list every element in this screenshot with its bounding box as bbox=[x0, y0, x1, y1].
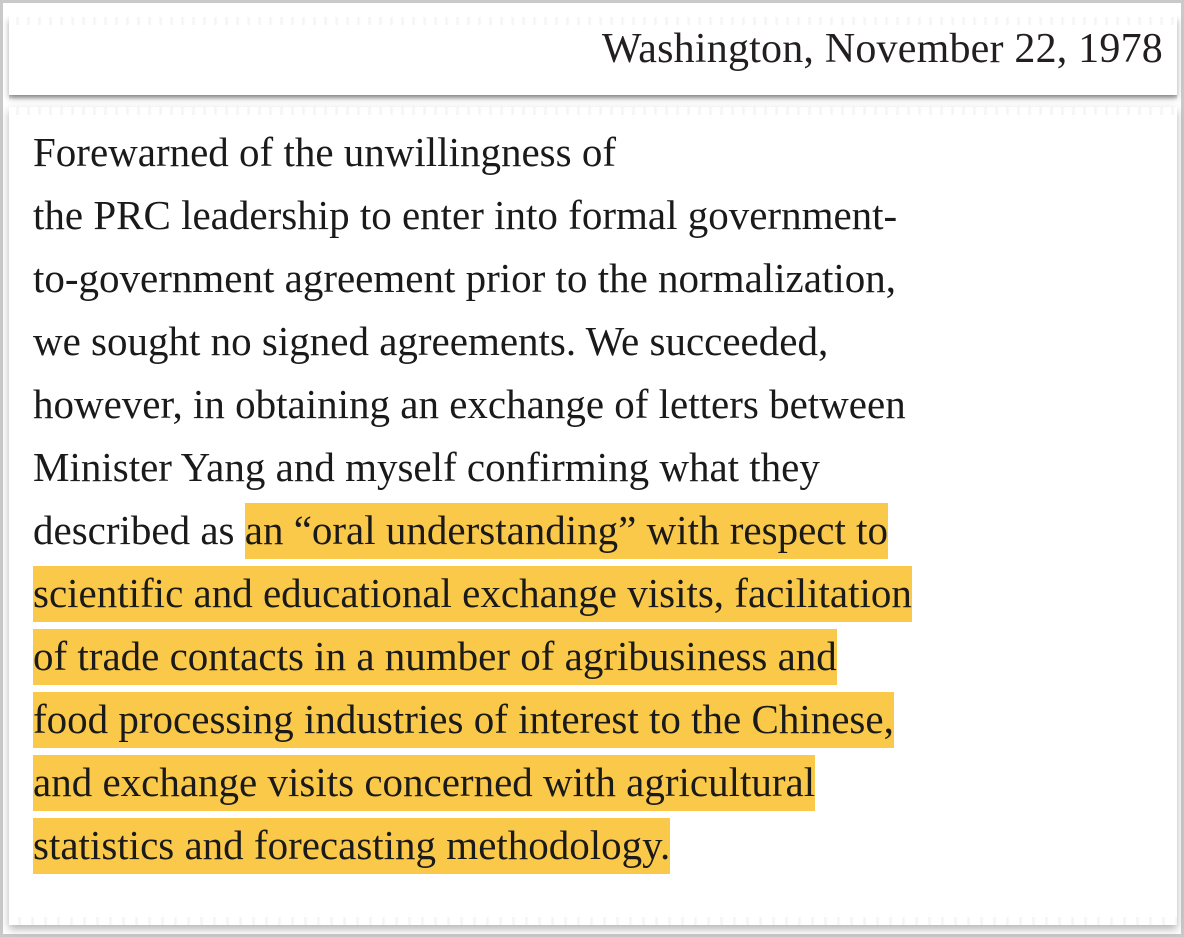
text-line bbox=[33, 436, 1153, 499]
text-line bbox=[33, 688, 1153, 751]
text-highlighted: food processing industries of interest to the Chinese, bbox=[33, 692, 894, 748]
text-highlighted: an “oral understanding” with respect to bbox=[245, 503, 888, 559]
text-plain: to-government agreement prior to the normalization, bbox=[33, 255, 896, 301]
text-line bbox=[33, 814, 1153, 877]
text-line bbox=[33, 373, 1153, 436]
torn-edge-bottom bbox=[9, 917, 1177, 925]
text-line bbox=[33, 751, 1153, 814]
document-body-strip bbox=[9, 107, 1177, 925]
torn-edge-top bbox=[9, 17, 1177, 25]
text-line bbox=[33, 625, 1153, 688]
dateline: Washington, November 22, 1978 bbox=[601, 26, 1163, 72]
document-paragraph bbox=[33, 121, 1153, 877]
dateline-strip bbox=[9, 17, 1177, 95]
text-plain: Forewarned of the unwillingness of bbox=[33, 129, 616, 175]
text-line bbox=[33, 562, 1153, 625]
text-highlighted: scientific and educational exchange visits, facilitation bbox=[33, 566, 912, 622]
text-plain: the PRC leadership to enter into formal government- bbox=[33, 192, 898, 238]
text-line bbox=[33, 247, 1153, 310]
text-plain: described as bbox=[33, 507, 245, 553]
text-highlighted: statistics and forecasting methodology. bbox=[33, 818, 670, 874]
torn-edge-body-top bbox=[9, 107, 1177, 115]
text-plain: however, in obtaining an exchange of letters between bbox=[33, 381, 906, 427]
text-line bbox=[33, 184, 1153, 247]
text-plain: Minister Yang and myself confirming what they bbox=[33, 444, 820, 490]
text-line bbox=[33, 499, 1153, 562]
text-line bbox=[33, 310, 1153, 373]
text-plain: we sought no signed agreements. We succeeded, bbox=[33, 318, 829, 364]
text-highlighted: of trade contacts in a number of agribusiness and bbox=[33, 629, 837, 685]
text-line bbox=[33, 121, 1153, 184]
text-highlighted: and exchange visits concerned with agricultural bbox=[33, 755, 815, 811]
